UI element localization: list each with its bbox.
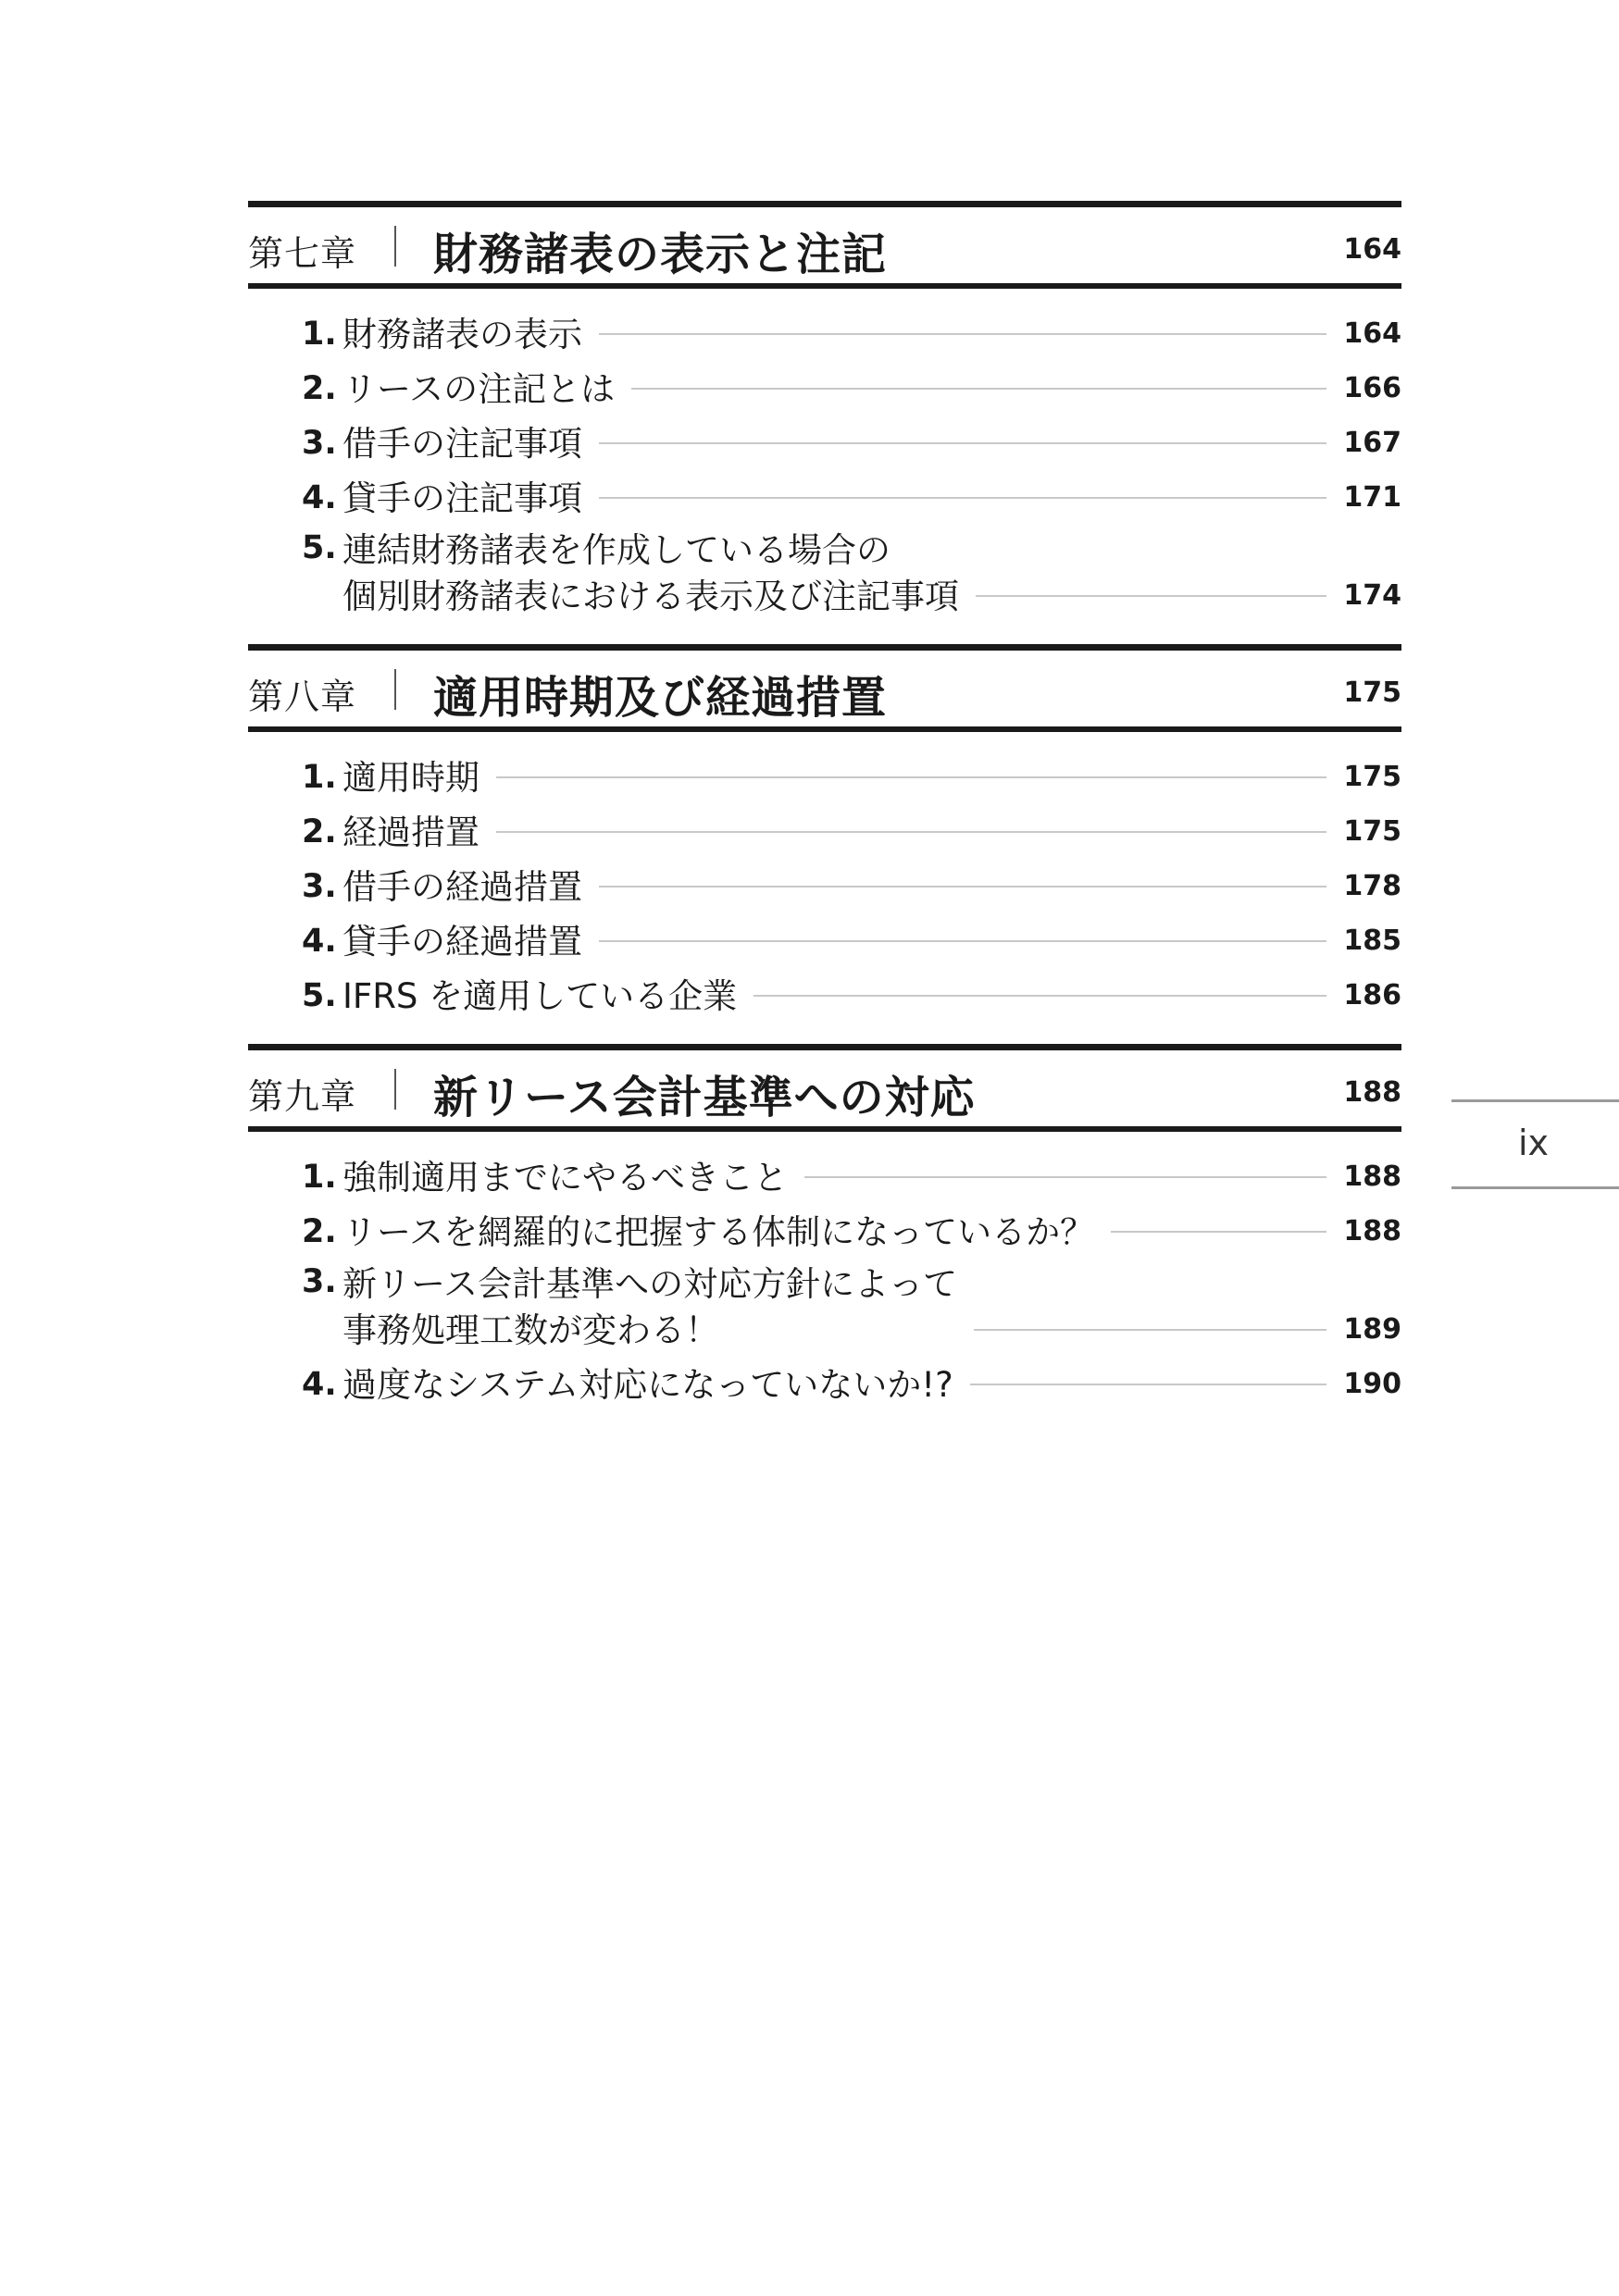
- dot-leader: [970, 1384, 1327, 1385]
- entry-title: 借手の経過措置: [342, 867, 582, 907]
- dot-leader: [631, 388, 1326, 390]
- toc-entry[interactable]: [302, 467, 1401, 522]
- entry-page: 175: [1343, 761, 1401, 793]
- entry-page: 189: [1343, 1313, 1401, 1346]
- chapter-page: 164: [1343, 233, 1401, 266]
- entry-title: 適用時期: [342, 758, 479, 798]
- chapter-title: 新リース会計基準への対応: [433, 1072, 976, 1123]
- entry-page: 174: [1343, 579, 1401, 612]
- folio-tab: [1451, 1099, 1619, 1189]
- dot-leader: [974, 1329, 1326, 1331]
- entry-number: 4.: [302, 923, 337, 960]
- entry-title: 強制適用までにやるべきこと: [342, 1158, 788, 1198]
- entry-title: 貸手の注記事項: [342, 478, 582, 518]
- entry-title: 連結財務諸表を作成している場合の 個別財務諸表における表示及び注記事項: [342, 530, 959, 616]
- entry-page: 164: [1343, 317, 1401, 350]
- chapter-title: 適用時期及び経過措置: [433, 672, 888, 724]
- chapter-header: [248, 201, 1401, 289]
- chapter-section: [248, 1044, 1401, 1412]
- toc-entry[interactable]: [302, 747, 1401, 801]
- dot-leader: [804, 1176, 1326, 1178]
- entry-page: 188: [1343, 1215, 1401, 1247]
- chapter-page: 188: [1343, 1076, 1401, 1109]
- entry-number: 2.: [302, 813, 337, 850]
- toc-entry[interactable]: [302, 856, 1401, 911]
- chapter-number: 第七章: [248, 233, 357, 274]
- entry-title: 新リース会計基準への対応方針によって 事務処理工数が変わる！: [342, 1264, 958, 1350]
- toc-entry[interactable]: [302, 801, 1401, 856]
- entry-number: 1.: [302, 316, 337, 353]
- chapter-separator: [394, 669, 396, 710]
- dot-leader: [976, 595, 1326, 597]
- entry-page: 185: [1343, 925, 1401, 957]
- chapter-header: [248, 644, 1401, 732]
- toc-entry[interactable]: [302, 965, 1401, 1020]
- entry-page: 171: [1343, 481, 1401, 514]
- entry-title: リースの注記とは: [342, 369, 616, 409]
- dot-leader: [599, 940, 1326, 942]
- dot-leader: [599, 442, 1326, 444]
- toc-entry[interactable]: [302, 1354, 1401, 1409]
- toc-entry[interactable]: [302, 522, 1401, 620]
- entry-number: 2.: [302, 370, 337, 407]
- table-of-contents: [248, 201, 1401, 1433]
- entry-number: 1.: [302, 759, 337, 796]
- entry-title: 過度なシステム対応になっていないか!?: [342, 1365, 953, 1405]
- entry-number: 3.: [302, 425, 337, 462]
- dot-leader: [599, 497, 1326, 499]
- entry-title: リースを網羅的に把握する体制になっているか？: [342, 1212, 1095, 1252]
- toc-entry[interactable]: [302, 413, 1401, 467]
- entry-number: 4.: [302, 479, 337, 516]
- entry-page: 167: [1343, 427, 1401, 459]
- dot-leader: [599, 333, 1326, 335]
- entry-page: 190: [1343, 1368, 1401, 1400]
- entry-number: 1.: [302, 1159, 337, 1196]
- chapter-number: 第九章: [248, 1076, 357, 1117]
- entry-number: 3.: [302, 868, 337, 905]
- entry-title: 経過措置: [342, 813, 479, 852]
- entry-page: 175: [1343, 815, 1401, 848]
- entry-number: 5.: [302, 529, 337, 566]
- entry-number: 5.: [302, 977, 337, 1014]
- chapter-page: 175: [1343, 676, 1401, 709]
- entry-number: 4.: [302, 1366, 337, 1403]
- toc-entry[interactable]: [302, 911, 1401, 965]
- section-list: [248, 732, 1401, 1024]
- dot-leader: [496, 776, 1326, 778]
- chapter-number: 第八章: [248, 676, 357, 717]
- entry-title: 借手の注記事項: [342, 424, 582, 464]
- chapter-section: [248, 201, 1401, 624]
- toc-entry[interactable]: [302, 1201, 1401, 1256]
- section-list: [248, 1132, 1401, 1412]
- entry-number: 3.: [302, 1263, 337, 1300]
- chapter-separator: [394, 1069, 396, 1110]
- toc-entry[interactable]: [302, 304, 1401, 358]
- dot-leader: [753, 995, 1326, 997]
- chapter-section: [248, 644, 1401, 1024]
- dot-leader: [496, 831, 1326, 833]
- dot-leader: [1111, 1231, 1326, 1233]
- toc-entry[interactable]: [302, 358, 1401, 413]
- chapter-title: 財務諸表の表示と注記: [433, 229, 888, 280]
- chapter-separator: [394, 226, 396, 267]
- entry-title: 貸手の経過措置: [342, 922, 582, 962]
- section-list: [248, 289, 1401, 624]
- toc-entry[interactable]: [302, 1147, 1401, 1201]
- entry-page: 178: [1343, 870, 1401, 902]
- page-folio: ix: [1517, 1123, 1549, 1163]
- entry-number: 2.: [302, 1213, 337, 1250]
- dot-leader: [599, 886, 1326, 887]
- entry-page: 188: [1343, 1160, 1401, 1193]
- toc-entry[interactable]: [302, 1256, 1401, 1354]
- entry-title: 財務諸表の表示: [342, 315, 582, 354]
- entry-page: 186: [1343, 979, 1401, 1011]
- entry-title: IFRS を適用している企業: [342, 976, 738, 1016]
- chapter-header: [248, 1044, 1401, 1132]
- entry-page: 166: [1343, 372, 1401, 404]
